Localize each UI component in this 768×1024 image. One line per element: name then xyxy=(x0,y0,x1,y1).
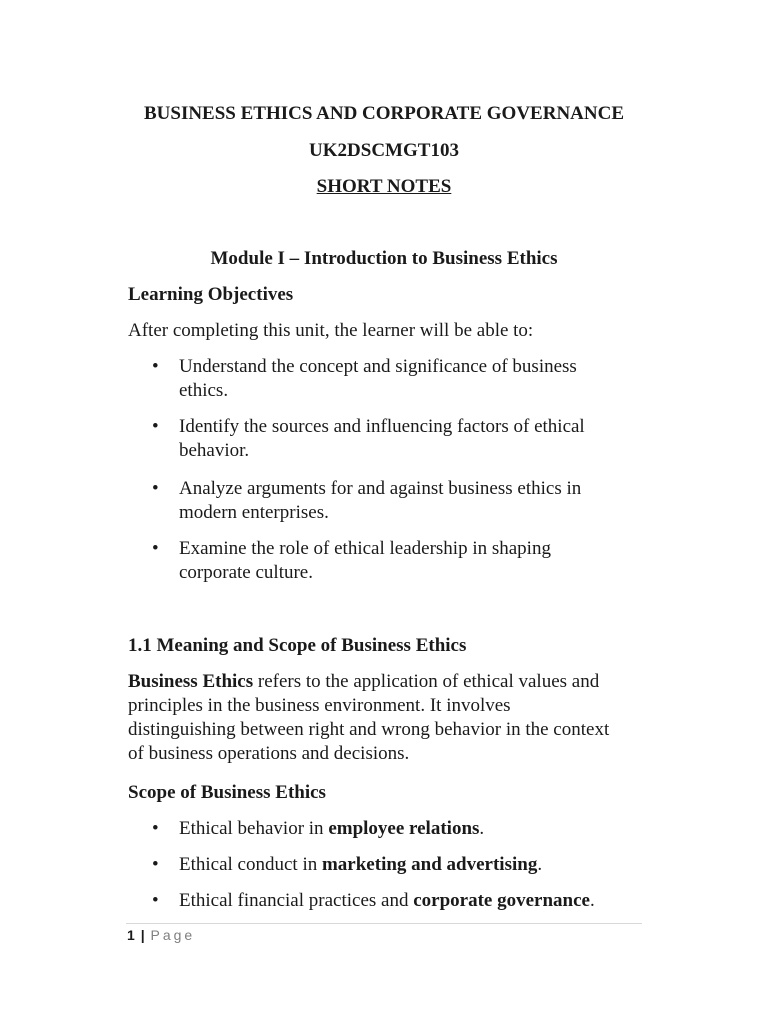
section-heading: 1.1 Meaning and Scope of Business Ethics xyxy=(128,635,467,656)
learning-objectives-intro: After completing this unit, the learner will be able to: xyxy=(128,320,534,341)
page-number: 1 xyxy=(127,927,136,943)
page-label: Page xyxy=(150,927,196,943)
list-item-text: Ethical behavior in employee relations. xyxy=(179,818,485,839)
document-subtitle: SHORT NOTES xyxy=(316,176,452,197)
list-item-text: Analyze arguments for and against business ethics in modern enterprises. xyxy=(179,478,582,523)
bullet-icon: • xyxy=(152,416,159,437)
definition-paragraph: Business Ethics refers to the application of ethical values and principles in the business environment. It involves distinguishing between right and wrong behavior in the context of business operations and decisions. xyxy=(128,671,610,764)
list-item-text: Examine the role of ethical leadership in shaping corporate culture. xyxy=(179,538,551,583)
list-item-text: Ethical financial practices and corporate governance. xyxy=(179,890,595,911)
page-footer xyxy=(127,926,195,944)
list-item-text: Identify the sources and influencing factors of ethical behavior. xyxy=(179,416,585,461)
bullet-icon: • xyxy=(152,356,159,377)
definition-term: Business Ethics xyxy=(128,671,254,692)
module-heading: Module I – Introduction to Business Ethics xyxy=(210,248,558,269)
footer-separator: | xyxy=(140,927,146,943)
bullet-icon: • xyxy=(152,538,159,559)
bullet-icon: • xyxy=(152,478,159,499)
bullet-icon: • xyxy=(152,890,159,911)
document-title: BUSINESS ETHICS AND CORPORATE GOVERNANCE xyxy=(143,103,625,124)
bullet-icon: • xyxy=(152,854,159,875)
footer-divider xyxy=(126,923,642,924)
scope-heading: Scope of Business Ethics xyxy=(128,782,326,803)
bullet-icon: • xyxy=(152,818,159,839)
learning-objectives-heading: Learning Objectives xyxy=(128,284,294,305)
list-item-text: Understand the concept and significance of business ethics. xyxy=(179,356,577,401)
list-item-text: Ethical conduct in marketing and advertising. xyxy=(179,854,543,875)
course-code: UK2DSCMGT103 xyxy=(309,140,459,161)
